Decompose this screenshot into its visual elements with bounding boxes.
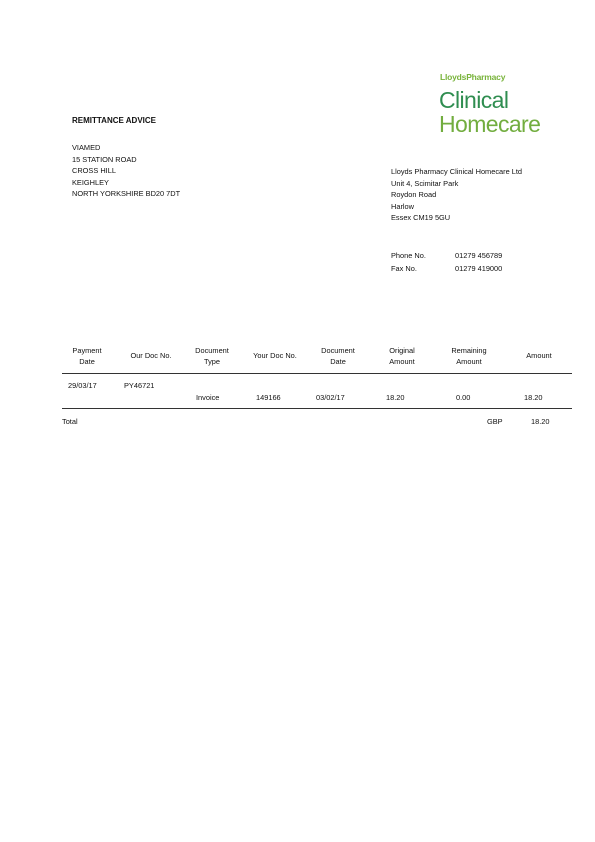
phone-value: 01279 456789 bbox=[455, 251, 503, 260]
total-amount: 18.20 bbox=[531, 417, 550, 426]
total-label: Total bbox=[62, 417, 78, 426]
logo-brand: LloydsPharmacy bbox=[440, 72, 506, 82]
row-divider bbox=[62, 408, 572, 409]
header-remaining-amount: Remaining Amount bbox=[451, 346, 487, 366]
recipient-address-line: NORTH YORKSHIRE BD20 7DT bbox=[72, 189, 181, 198]
cell-document-date: 03/02/17 bbox=[316, 393, 345, 402]
recipient-address-line: 15 STATION ROAD bbox=[72, 154, 137, 164]
phone-label: Phone No. bbox=[391, 251, 426, 260]
cell-document-type: Invoice bbox=[196, 393, 220, 402]
company-address bbox=[391, 166, 522, 224]
recipient-address-line: KEIGHLEY bbox=[72, 177, 109, 187]
company-address-line: Unit 4, Scimitar Park bbox=[391, 178, 459, 188]
cell-original-amount: 18.20 bbox=[386, 393, 405, 402]
fax-row bbox=[391, 263, 502, 276]
header-document-date: Document Date bbox=[321, 346, 355, 366]
company-address-line: Essex CM19 5GU bbox=[391, 213, 451, 222]
header-document-type: Document Type bbox=[195, 346, 229, 366]
payment-our-doc-no: PY46721 bbox=[124, 381, 155, 390]
cell-your-doc-no: 149166 bbox=[256, 393, 281, 402]
company-address-line: Roydon Road bbox=[391, 190, 437, 199]
cell-amount: 18.20 bbox=[524, 393, 543, 402]
header-divider bbox=[62, 373, 572, 374]
cell-remaining-amount: 0.00 bbox=[456, 393, 471, 402]
logo-text-homecare: Homecare bbox=[439, 111, 541, 137]
header-amount: Amount bbox=[526, 351, 552, 360]
fax-value: 01279 419000 bbox=[455, 263, 503, 273]
contact-details bbox=[391, 250, 502, 275]
fax-label: Fax No. bbox=[391, 263, 417, 273]
recipient-address bbox=[72, 142, 180, 200]
logo-text-clinical: Clinical bbox=[439, 87, 509, 113]
total-currency: GBP bbox=[487, 417, 503, 426]
header-our-doc-no: Our Doc No. bbox=[130, 351, 172, 360]
payment-date: 29/03/17 bbox=[68, 381, 97, 390]
header-your-doc-no: Your Doc No. bbox=[253, 351, 297, 360]
header-payment-date: Payment Date bbox=[72, 346, 102, 366]
recipient-address-line: VIAMED bbox=[72, 143, 101, 152]
document-title: REMITTANCE ADVICE bbox=[72, 116, 156, 125]
company-address-line: Lloyds Pharmacy Clinical Homecare Ltd bbox=[391, 167, 523, 176]
phone-row bbox=[391, 250, 502, 263]
header-original-amount: Original Amount bbox=[389, 346, 415, 366]
company-address-line: Harlow bbox=[391, 201, 414, 211]
recipient-address-line: CROSS HILL bbox=[72, 166, 116, 175]
